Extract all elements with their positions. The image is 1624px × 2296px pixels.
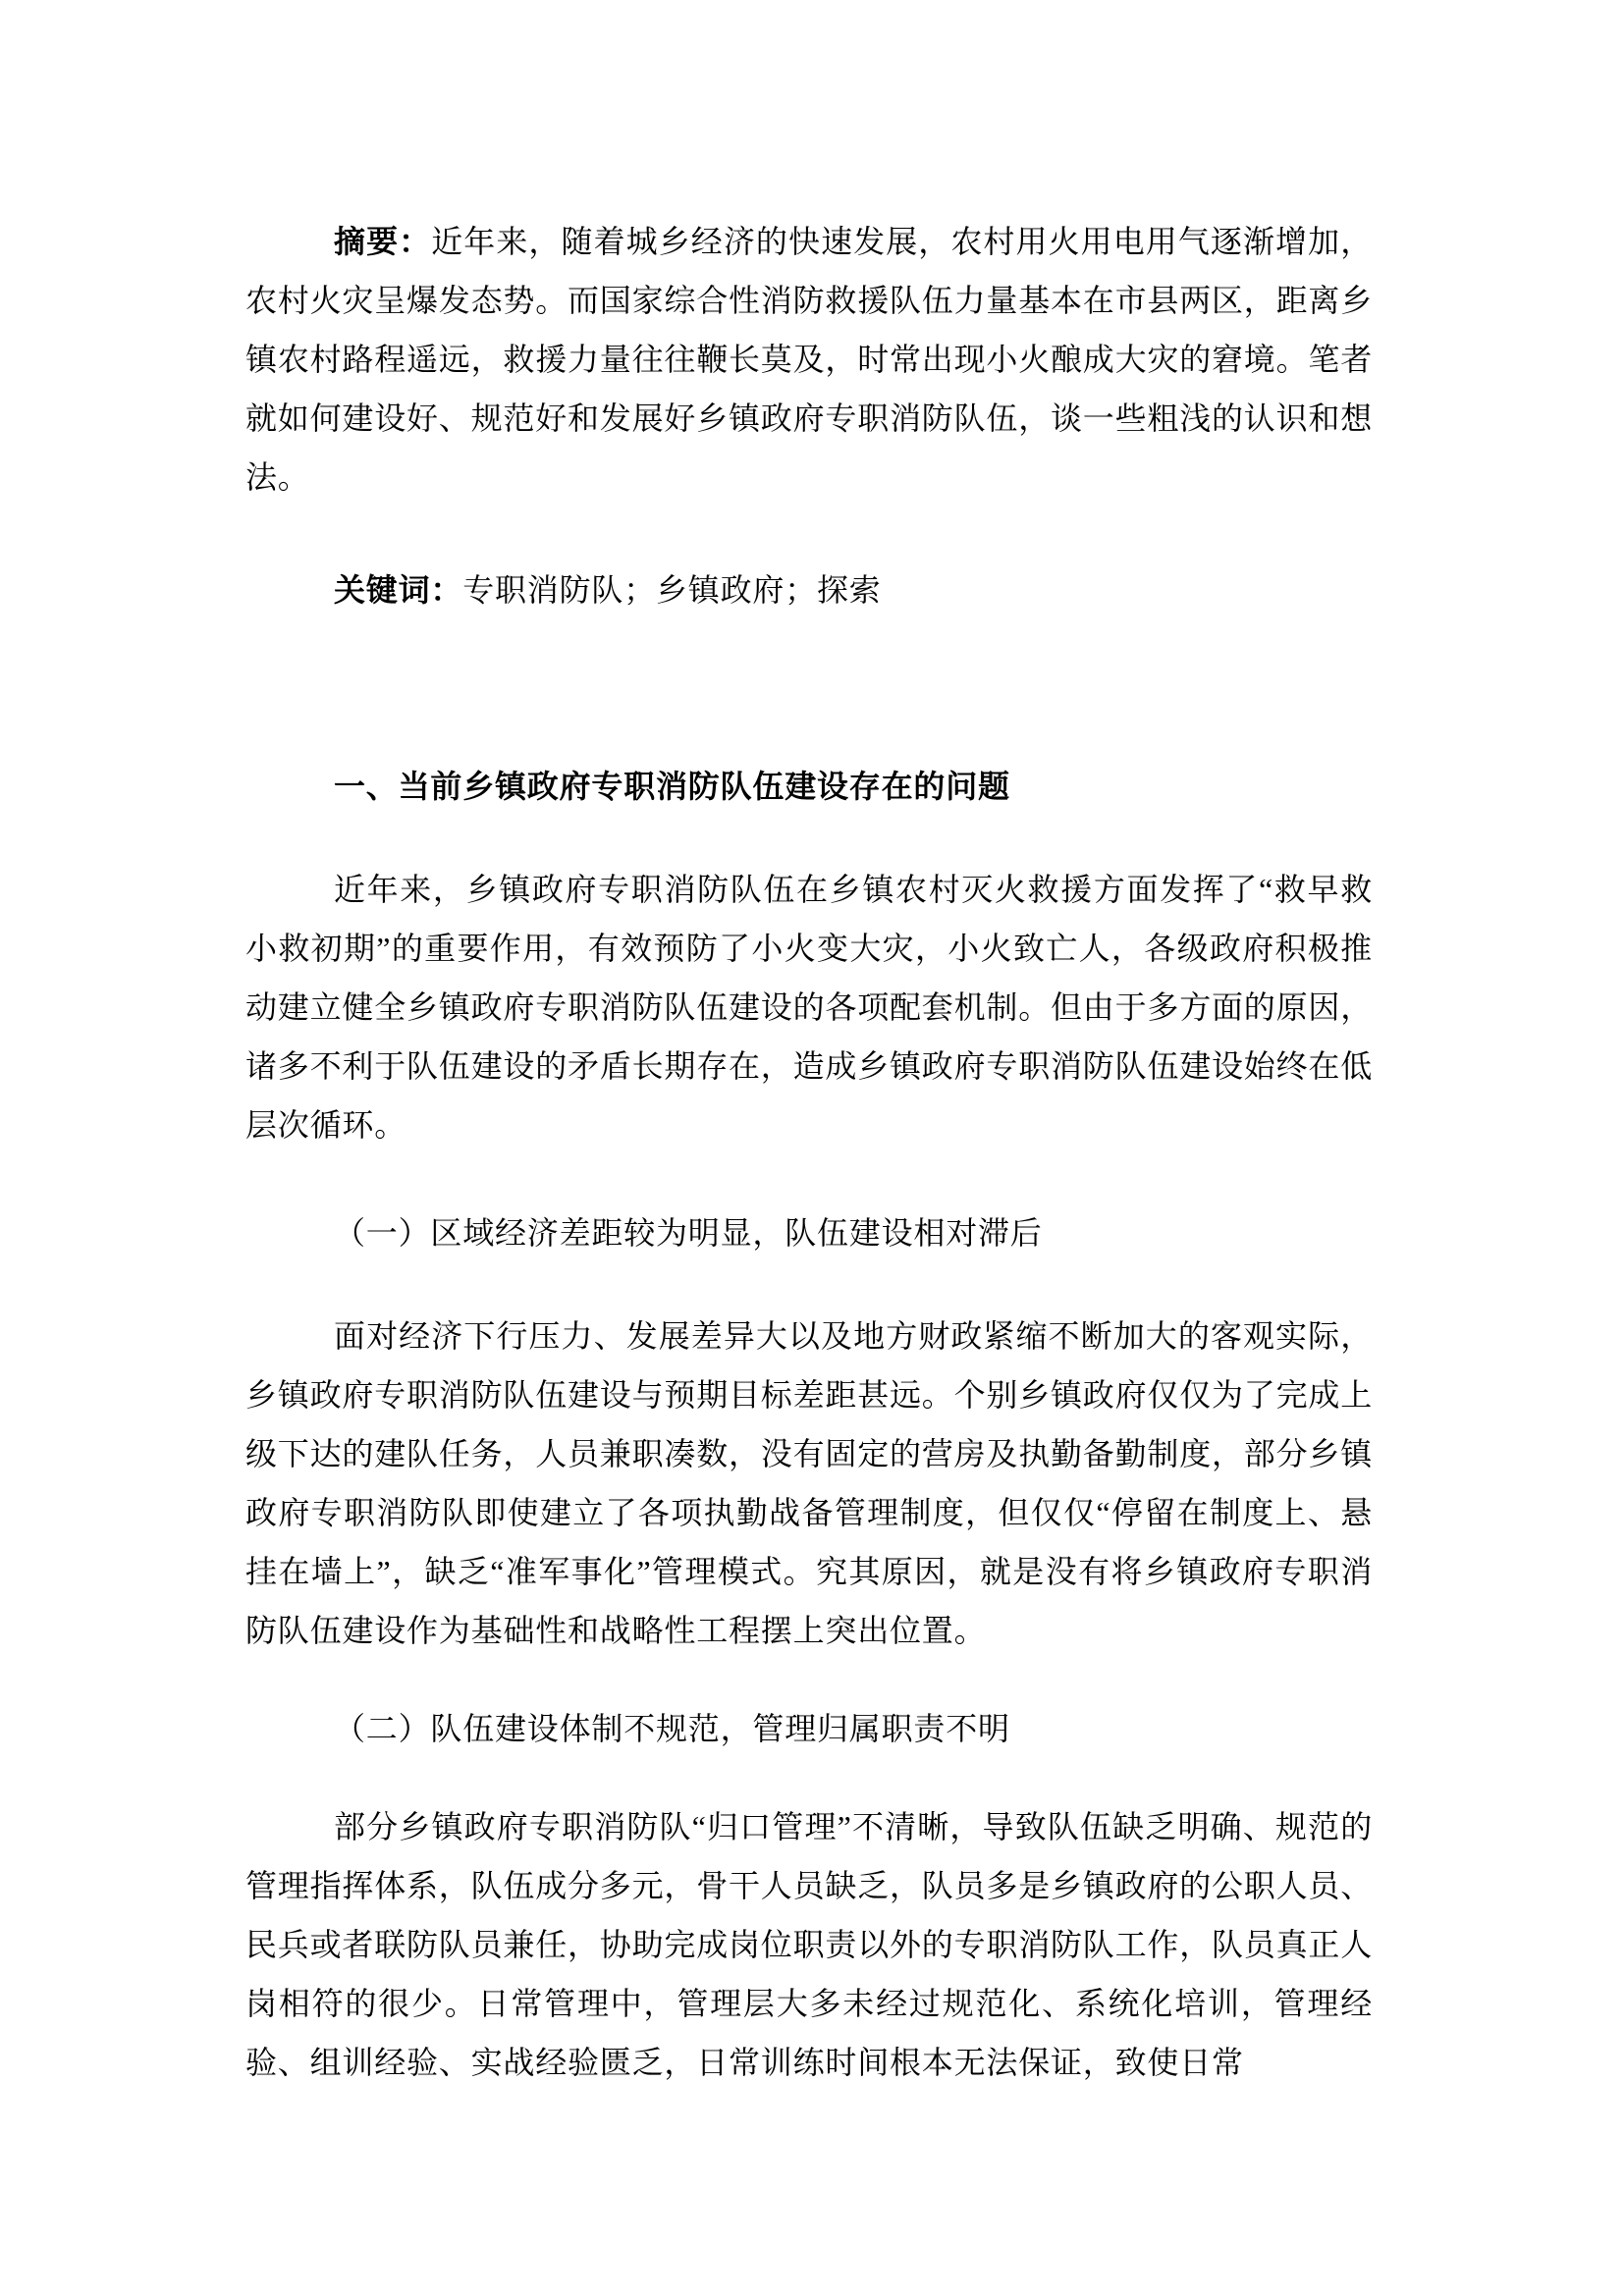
subheading-issue-1: （一）区域经济差距较为明显，队伍建设相对滞后 [334,1215,1043,1251]
abstract-paragraph [245,212,1373,507]
subheading-issue-2: （二）队伍建设体制不规范，管理归属职责不明 [334,1711,1010,1746]
section-heading: 一、当前乡镇政府专职消防队伍建设存在的问题 [334,769,1010,804]
keywords-label: 关键词： [334,572,463,608]
paragraph-problem-overview: 近年来，乡镇政府专职消防队伍在乡镇农村灭火救援方面发挥了“救早救小救初期”的重要作用，有效预防了小火变大灾，小火致亡人，各级政府积极推动建立健全乡镇政府专职消防队伍建设的各项配套机制。但由于多方面的原因，诸多不利于队伍建设的矛盾长期存在，造成乡镇政府专职消防队伍建设始终在低层次循环。 [245,872,1374,1143]
document-content [245,212,1373,2092]
paragraph-issue-2: 部分乡镇政府专职消防队“归口管理”不清晰，导致队伍缺乏明确、规范的管理指挥体系，队伍成分多元，骨干人员缺乏，队员多是乡镇政府的公职人员、民兵或者联防队员兼任，协助完成岗位职责以外的专职消防队工作，队员真正人岗相符的很少。日常管理中，管理层大多未经过规范化、系统化培训，管理经验、组训经验、实战经验匮乏，日常训练时间根本无法保证，致使日常 [245,1809,1374,2080]
keywords-text: 专职消防队；乡镇政府；探索 [462,572,882,608]
paragraph-issue-1: 面对经济下行压力、发展差异大以及地方财政紧缩不断加大的客观实际，乡镇政府专职消防队伍建设与预期目标差距甚远。个别乡镇政府仅仅为了完成上级下达的建队任务，人员兼职凑数，没有固定的营房及执勤备勤制度，部分乡镇政府专职消防队即使建立了各项执勤战备管理制度，但仅仅“停留在制度上、悬挂在墙上”，缺乏“准军事化”管理模式。究其原因，就是没有将乡镇政府专职消防队伍建设作为基础性和战略性工程摆上突出位置。 [245,1318,1374,1648]
abstract-label: 摘要： [334,224,432,259]
abstract-text: 近年来，随着城乡经济的快速发展，农村用火用电用气逐渐增加，农村火灾呈爆发态势。而国家综合性消防救援队伍力量基本在市县两区，距离乡镇农村路程遥远，救援力量往往鞭长莫及，时常出现小火酿成大灾的窘境。笔者就如何建设好、规范好和发展好乡镇政府专职消防队伍，谈一些粗浅的认识和想法。 [245,224,1374,495]
keywords-paragraph [245,561,1373,619]
